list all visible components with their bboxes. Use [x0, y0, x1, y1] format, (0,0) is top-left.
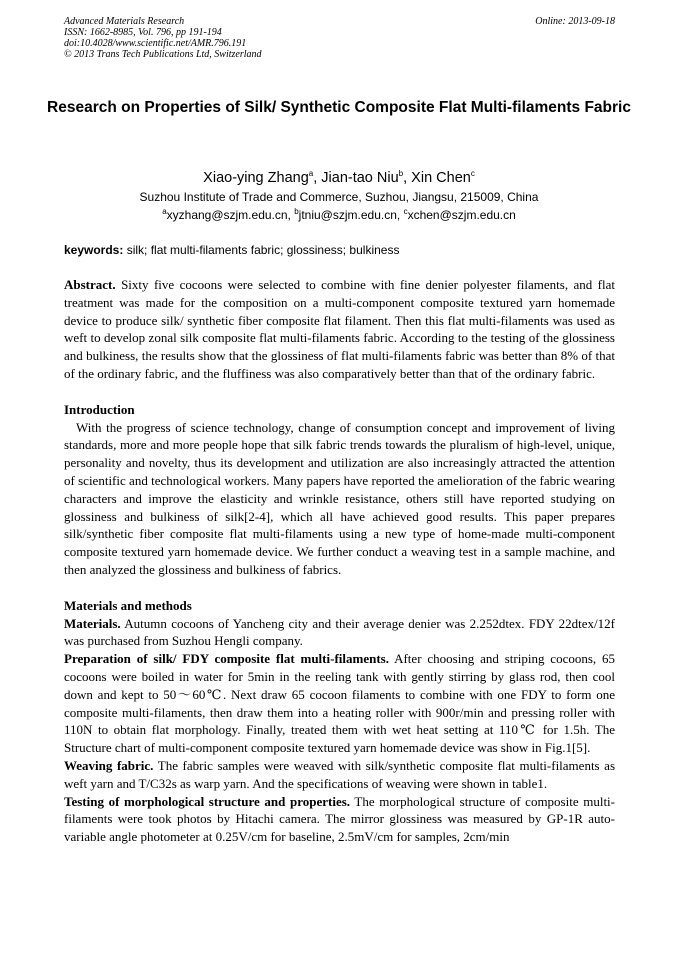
paragraph-text: After choosing and striping cocoons, 65 cocoons were boiled in water for 5min in the reeling tank with gently stirring by glass rod, then cool down and kept to 50～60℃. Next draw 65 cocoon filaments to combine with one FDY to form one composite multi-filaments, then draw them into a heating roller with 900r/min and pressing roller with 110N to obtain flat morphology. Finally, treated them with wet heat setting at 110℃ for 1.5h. The Structure chart of multi-component composite textured yarn homemade device was show in Fig.1[5]. — [64, 651, 615, 756]
paragraph-text: The morphological structure of composite multi-filaments were took photos by Hitachi camera. The mirror glossiness was measured by GP-1R auto-variable angle photometer at 0.25V/cm for baseline, 2.5mV/cm for samples, 2cm/min — [64, 793, 615, 845]
paper-body — [64, 276, 615, 846]
doi: doi:10.4028/www.scientific.net/AMR.796.191 — [64, 38, 247, 49]
abstract-text: Sixty five cocoons were selected to combine with fine denier polyester filaments, and flat treatment was made for the composition on a multi-component composite textured yarn homemade device to produce silk/ synthetic fiber composite flat filament. Then this flat multi-filaments was used as weft to develop zonal silk composite flat multi-filaments fabric. According to the testing of the glossiness and bulkiness, the results show that the glossiness of flat multi-filaments fabric was better than 8% of that of the ordinary fabric, and the fluffiness was also comparatively better than that of the ordinary fabric. — [64, 277, 616, 381]
methods-paragraph — [64, 650, 615, 757]
paragraph-text: Autumn cocoons of Yancheng city and their average denier was 2.252dtex. FDY 22dtex/12f was purchased from Suzhou Hengli company. — [64, 615, 615, 649]
issn: ISSN: 1662-8985, Vol. 796, pp 191-194 — [64, 27, 222, 38]
online-date: Online: 2013-09-18 — [535, 16, 615, 27]
email-mark: b — [294, 207, 299, 216]
email-mark: c — [403, 207, 408, 216]
copyright: © 2013 Trans Tech Publications Ltd, Switzerland — [64, 49, 262, 60]
abstract — [64, 276, 615, 383]
affiliation: Suzhou Institute of Trade and Commerce, Suzhou, Jiangsu, 215009, China — [139, 190, 539, 204]
keywords — [64, 243, 615, 257]
email-address[interactable]: xyzhang@szjm.edu.cn — [166, 208, 288, 222]
author-mark: a — [308, 169, 314, 179]
paragraph-label: Preparation of silk/ FDY composite flat multi-filaments. — [64, 651, 389, 667]
methods-paragraph — [64, 757, 615, 793]
author-list: Xiao-ying Zhang$^a$, Jian-tao Niu$^b$, Xin Chen$^c$ — [203, 169, 475, 186]
methods-paragraph — [64, 615, 615, 651]
paragraph-label: Materials. — [64, 615, 121, 631]
introduction-text: With the progress of science technology, change of consumption concept and improvement of living standards, more and more people hope that silk fabric trends towards the pluralism of high-level, unique, personality and novelty, thus its development and utilization are also increasingly attracted the attention of scientific and technological workers. Many papers have reported the amelioration of the fabric wearing characters and improve the elasticity and wrinkle resistance, others still have reported studying on glossiness and bulkiness of silk[2-4], which all have achieved good results. This paper prepares silk/synthetic fiber composite flat multi-filaments using a new type of home-made multi-component composite textured yarn homemade device. We further conduct a weaving test in a sample machine, and then analyzed the glossiness and bulkiness of fabrics. — [64, 419, 615, 577]
paragraph-label: Weaving fabric. — [64, 757, 154, 773]
email-address[interactable]: xchen@szjm.edu.cn — [407, 208, 516, 222]
page-header — [64, 16, 615, 60]
paragraph-label: Testing of morphological structure and properties. — [64, 793, 351, 809]
methods-heading: Materials and methods — [64, 597, 192, 613]
email-list: $^a$xyzhang@szjm.edu.cn, $^b$jtniu@szjm.edu.cn, $^c$xchen@szjm.edu.cn — [162, 207, 516, 222]
author-mark: b — [398, 169, 404, 179]
paper-title: Research on Properties of Silk/ Synthetic Composite Flat Multi-filaments Fabric — [47, 99, 631, 116]
keywords-text: silk; flat multi-filaments fabric; glossiness; bulkiness — [126, 243, 400, 257]
keywords-label: keywords: — [64, 243, 124, 257]
author-name: Jian-tao Niu — [321, 170, 399, 186]
introduction-heading: Introduction — [64, 401, 135, 417]
methods-paragraph — [64, 793, 615, 846]
author-name: Xiao-ying Zhang — [203, 170, 309, 186]
journal-name: Advanced Materials Research — [64, 16, 185, 27]
email-address[interactable]: jtniu@szjm.edu.cn — [298, 208, 397, 222]
email-mark: a — [162, 207, 167, 216]
author-mark: c — [470, 169, 475, 179]
author-name: Xin Chen — [411, 170, 471, 186]
abstract-label: Abstract. — [64, 277, 116, 292]
paragraph-text: The fabric samples were weaved with silk/synthetic composite flat multi-filaments as weft yarn and T/C32s as warp yarn. And the specifications of weaving were shown in table1. — [64, 757, 616, 791]
